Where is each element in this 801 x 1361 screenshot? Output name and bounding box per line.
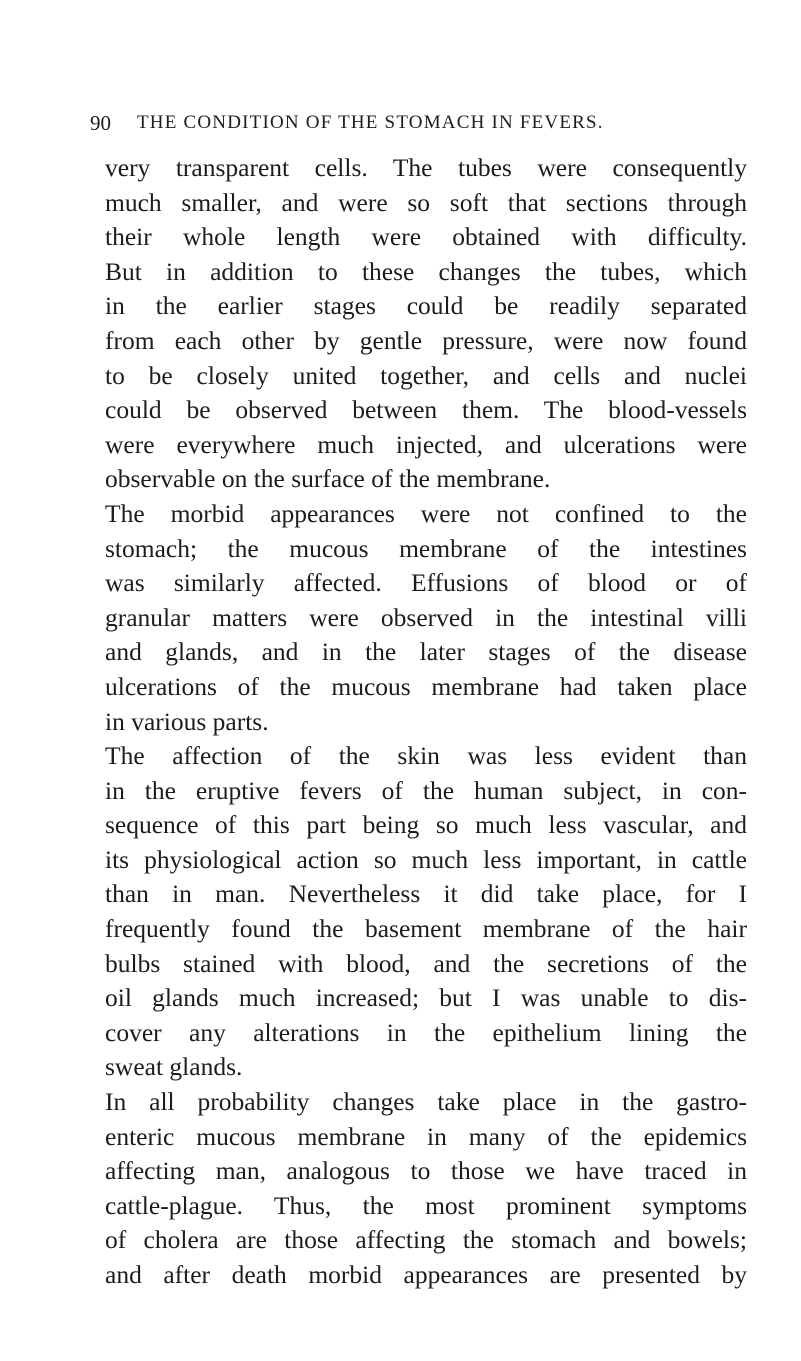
text-line: was similarly affected. Effusions of blood or of <box>105 568 747 598</box>
body-text <box>105 151 747 1293</box>
text-line: could be observed between them. The blood-vessels <box>105 395 747 425</box>
text-line: and after death morbid appearances are presented by <box>105 1260 747 1289</box>
text-line: in the earlier stages could be readily separated <box>105 291 747 321</box>
text-line: affecting man, analogous to those we have traced in <box>105 1156 747 1186</box>
text-line: very transparent cells. The tubes were consequently <box>105 153 747 182</box>
text-line: granular matters were observed in the intestinal villi <box>105 602 747 632</box>
text-line: oil glands much increased; but I was unable to dis- <box>105 983 747 1013</box>
text-line: than in man. Nevertheless it did take place, for I <box>105 879 747 909</box>
text-line: and glands, and in the later stages of the disease <box>105 637 747 667</box>
text-line: The morbid appearances were not confined to the <box>105 498 747 528</box>
text-line: But in addition to these changes the tubes, which <box>105 256 747 286</box>
text-line: were everywhere much injected, and ulcerations were <box>105 429 747 459</box>
text-line: sweat glands. <box>105 1052 243 1082</box>
text-line: ulcerations of the mucous membrane had taken place <box>105 671 747 701</box>
running-head-title: THE CONDITION OF THE STOMACH IN FEVERS. <box>137 112 604 133</box>
text-line: its physiological action so much less important, in cattle <box>105 844 747 874</box>
text-line: In all probability changes take place in the gastro- <box>105 1087 747 1117</box>
text-line: The affection of the skin was less evident than <box>105 741 747 771</box>
text-line: in various parts. <box>105 706 269 736</box>
text-line: from each other by gentle pressure, were now found <box>105 325 747 355</box>
text-line: frequently found the basement membrane of the hair <box>105 914 747 944</box>
page-number: 90 <box>90 111 111 135</box>
text-line: in the eruptive fevers of the human subject, in con- <box>105 775 747 805</box>
text-line: their whole length were obtained with difficulty. <box>105 222 747 252</box>
text-line: of cholera are those affecting the stomach and bowels; <box>105 1225 747 1255</box>
text-line: stomach; the mucous membrane of the intestines <box>105 533 747 563</box>
text-line: enteric mucous membrane in many of the epidemics <box>105 1121 747 1151</box>
running-head <box>90 108 750 138</box>
text-line: sequence of this part being so much less vascular, and <box>105 810 747 840</box>
text-line: much smaller, and were so soft that sections through <box>105 187 747 217</box>
text-line: to be closely united together, and cells and nuclei <box>105 360 747 390</box>
text-line: cattle-plague. Thus, the most prominent symptoms <box>105 1190 747 1220</box>
text-line: bulbs stained with blood, and the secretions of the <box>105 948 747 978</box>
text-line: cover any alterations in the epithelium lining the <box>105 1017 747 1047</box>
text-line: observable on the surface of the membrane. <box>105 464 551 494</box>
